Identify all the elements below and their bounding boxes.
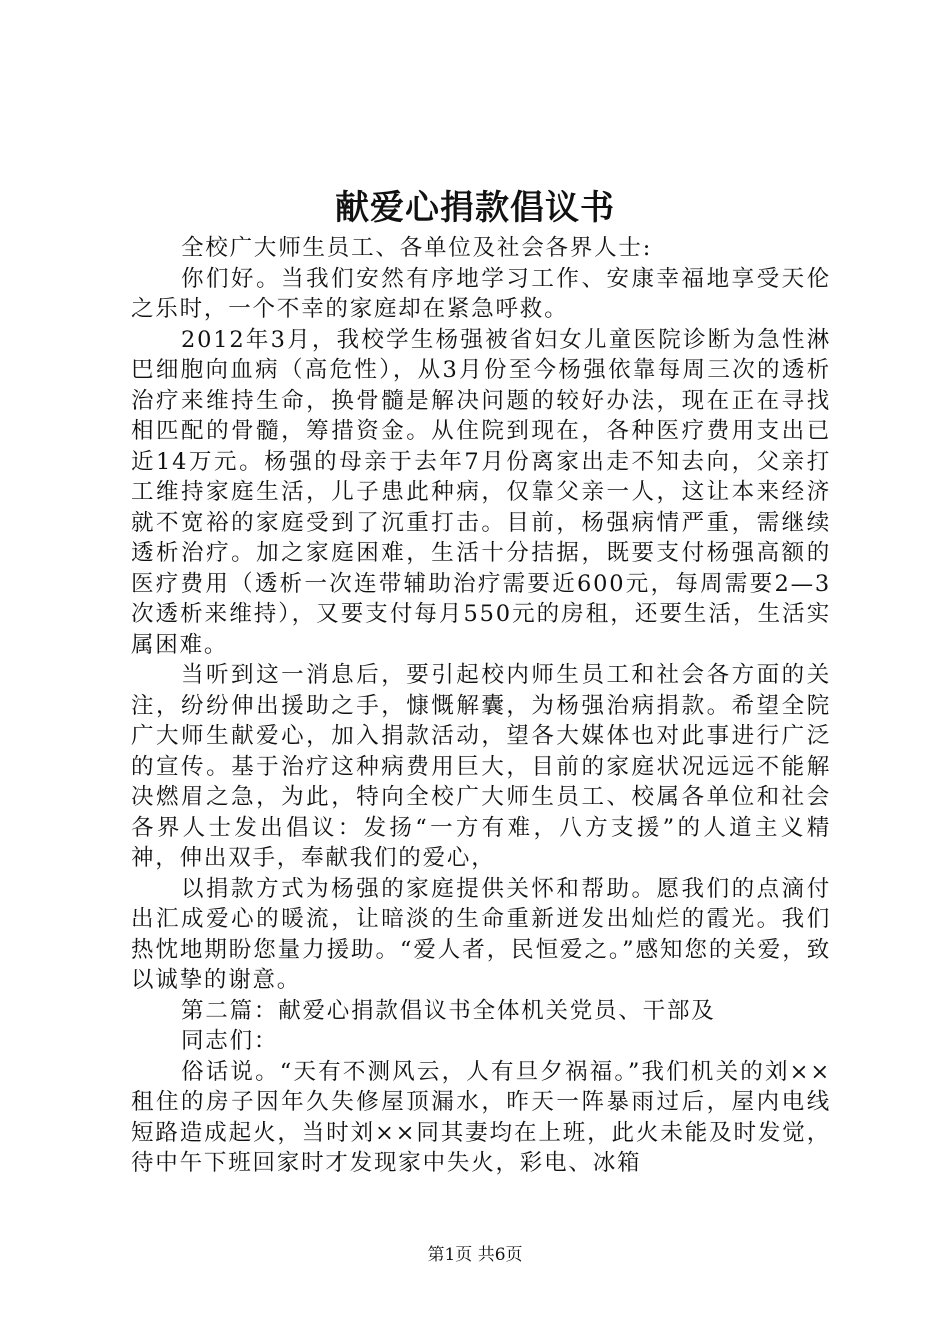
document-title: 献爱心捐款倡议书 — [335, 188, 615, 228]
paragraph-salutation: 全校广大师生员工、各单位及社会各界人士: — [181, 235, 653, 261]
paragraph: 你们好。当我们安然有序地学习工作、安康幸福地享受天伦之乐时，一个不幸的家庭却在紧急呼救。 — [131, 265, 831, 322]
paragraph: 当听到这一消息后，要引起校内师生员工和社会各方面的关注，纷纷伸出援助之手，慷慨解囊，为杨强治病捐款。希望全院广大师生献爱心，加入捐款活动，望各大媒体也对此事进行广泛的宣传。基于治疗这种病费用巨大，目前的家庭状况远远不能解决燃眉之急，为此，特向全校广大师生员工、校属各单位和社会各界人士发出倡议：发扬“一方有难，八方支援”的人道主义精神，伸出双手，奉献我们的爱心， — [131, 662, 831, 871]
paragraph: 以捐款方式为杨强的家庭提供关怀和帮助。愿我们的点滴付出汇成爱心的暖流，让暗淡的生命重新迸发出灿烂的霞光。我们热忱地期盼您量力援助。“爱人者，民恒爱之。”感知您的关爱，致以诚挚的谢意。 — [131, 875, 831, 993]
paragraph-section-heading: 第二篇：献爱心捐款倡议书全体机关党员、干部及 — [181, 997, 716, 1024]
document-body — [131, 233, 831, 1179]
paragraph-salutation: 同志们： — [181, 1028, 279, 1054]
page-number-footer: 第1页 共6页 — [427, 1245, 523, 1265]
paragraph: 俗话说。“天有不测风云，人有旦夕祸福。”我们机关的刘××租住的房子因年久失修屋顶漏水，昨天一阵暴雨过后，屋内电线短路造成起火，当时刘××同其妻均在上班，此火未能及时发觉，待中午下班回家时才发现家中失火，彩电、冰箱 — [131, 1058, 831, 1176]
paragraph: 2012年3月，我校学生杨强被省妇女儿童医院诊断为急性淋巴细胞向血病（高危性），从3月份至今杨强依靠每周三次的透析治疗来维持生命，换骨髓是解决问题的较好办法，现在正在寻找相匹配的骨髓，筹措资金。从住院到现在，各种医疗费用支出已近14万元。杨强的母亲于去年7月份离家出走不知去向，父亲打工维持家庭生活，儿子患此种病，仅靠父亲一人，这让本来经济就不宽裕的家庭受到了沉重打击。目前，杨强病情严重，需继续透析治疗。加之家庭困难，生活十分拮据，既要支付杨强高额的医疗费用（透析一次连带辅助治疗需要近600元，每周需要2—3次透析来维持），又要支付每月550元的房租，还要生活，生活实属困难。 — [131, 326, 831, 658]
